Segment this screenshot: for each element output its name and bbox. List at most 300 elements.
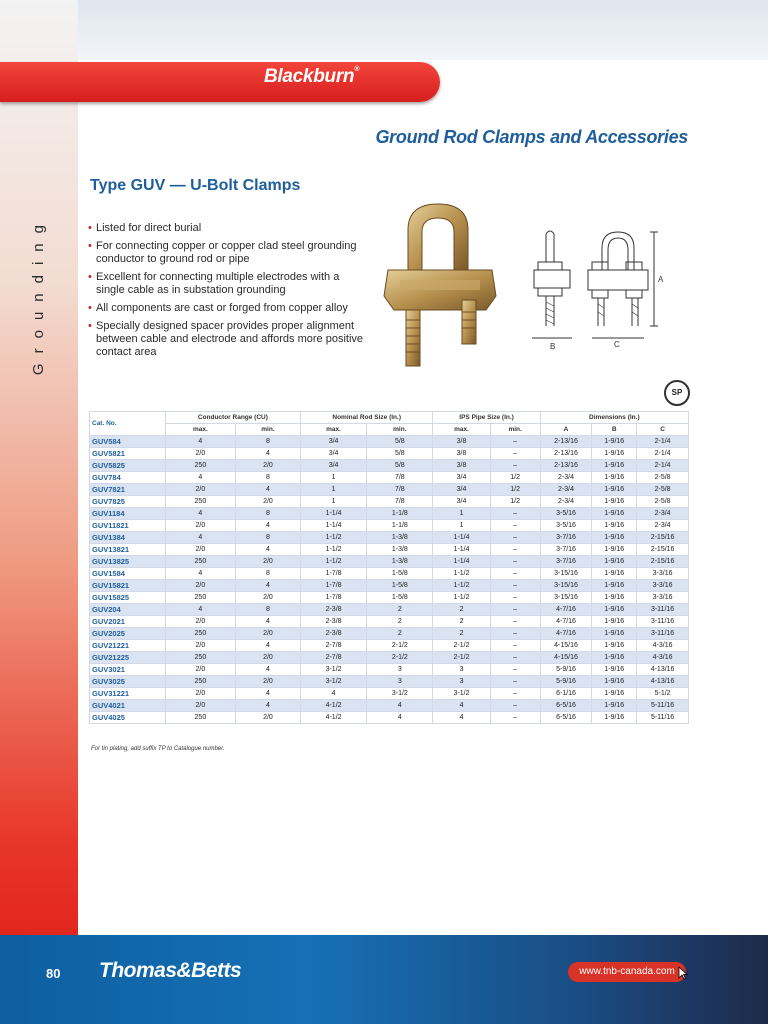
clamp-photo (380, 200, 500, 370)
table-cell: 3/4 (433, 472, 490, 484)
table-row (90, 700, 689, 712)
table-cell: 1-9/16 (592, 556, 637, 568)
table-cell: – (490, 664, 540, 676)
table-cell: 2-3/8 (300, 628, 366, 640)
table-cell: 2/0 (165, 520, 235, 532)
table-cell: 2-15/16 (637, 544, 689, 556)
table-cell: 1-1/2 (300, 532, 366, 544)
catalog-number-cell: GUV7825 (90, 496, 166, 508)
table-cell: 2 (367, 628, 433, 640)
table-cell: 4 (433, 712, 490, 724)
table-cell: 2 (433, 616, 490, 628)
table-cell: 2-7/8 (300, 652, 366, 664)
table-cell: 4 (165, 568, 235, 580)
table-cell: 2/0 (165, 448, 235, 460)
website-link[interactable]: www.tnb-canada.com (568, 962, 686, 982)
table-cell: 1-5/8 (367, 592, 433, 604)
table-cell: 2/0 (235, 628, 300, 640)
table-cell: 3-15/16 (540, 592, 592, 604)
table-cell: 4-7/16 (540, 604, 592, 616)
table-cell: 8 (235, 568, 300, 580)
table-row (90, 712, 689, 724)
table-cell: 1-1/2 (433, 580, 490, 592)
table-cell: 3/4 (300, 436, 366, 448)
table-cell: 1-1/2 (433, 568, 490, 580)
table-row (90, 436, 689, 448)
table-cell: 3/8 (433, 460, 490, 472)
table-cell: – (490, 652, 540, 664)
product-subheading: Type GUV — U-Bolt Clamps (90, 177, 301, 194)
table-cell: 1-7/8 (300, 580, 366, 592)
table-cell: 4 (235, 616, 300, 628)
table-cell: 5/8 (367, 436, 433, 448)
table-cell: – (490, 712, 540, 724)
catalog-number-cell: GUV1384 (90, 532, 166, 544)
table-row (90, 520, 689, 532)
table-cell: 2 (433, 604, 490, 616)
table-cell: 4-13/16 (637, 664, 689, 676)
table-cell: 8 (235, 508, 300, 520)
table-cell: 2-7/8 (300, 640, 366, 652)
svg-text:C: C (614, 340, 620, 349)
table-row (90, 628, 689, 640)
table-cell: – (490, 556, 540, 568)
table-cell: 2-1/4 (637, 436, 689, 448)
table-cell: 2-13/16 (540, 436, 592, 448)
table-cell: 4 (235, 484, 300, 496)
table-cell: 2-1/2 (367, 640, 433, 652)
table-cell: 2 (367, 604, 433, 616)
table-cell: 1-9/16 (592, 616, 637, 628)
table-cell: 2-3/4 (637, 520, 689, 532)
table-cell: 250 (165, 592, 235, 604)
catalog-number-cell: GUV15825 (90, 592, 166, 604)
table-cell: 2-15/16 (637, 532, 689, 544)
table-cell: 6-1/16 (540, 688, 592, 700)
table-cell: 4-7/16 (540, 616, 592, 628)
table-cell: – (490, 508, 540, 520)
table-cell: – (490, 436, 540, 448)
table-cell: 1-9/16 (592, 448, 637, 460)
table-cell: 5-1/2 (637, 688, 689, 700)
table-cell: 3-1/2 (433, 688, 490, 700)
table-row (90, 616, 689, 628)
table-cell: 1 (300, 496, 366, 508)
catalog-number-cell: GUV21221 (90, 640, 166, 652)
table-cell: 3 (433, 676, 490, 688)
table-cell: 3-5/16 (540, 520, 592, 532)
subheader: max. (300, 424, 366, 436)
table-cell: 4 (165, 436, 235, 448)
table-row (90, 544, 689, 556)
brand-bar (0, 62, 440, 102)
table-cell: 4 (165, 472, 235, 484)
table-cell: 5-9/16 (540, 664, 592, 676)
svg-text:B: B (550, 342, 556, 351)
table-cell: 5/8 (367, 460, 433, 472)
catalog-number-cell: GUV31221 (90, 688, 166, 700)
table-cell: 5/8 (367, 448, 433, 460)
catalog-number-cell: GUV3021 (90, 664, 166, 676)
table-cell: 2/0 (235, 712, 300, 724)
feature-item: • Specially designed spacer provides proper alignment between cable and electrode and affords more positive contact area (88, 320, 368, 359)
table-cell: 6-5/16 (540, 712, 592, 724)
table-cell: 2/0 (235, 496, 300, 508)
table-cell: 3-1/2 (300, 664, 366, 676)
table-cell: – (490, 592, 540, 604)
catalog-number-cell: GUV784 (90, 472, 166, 484)
table-cell: 250 (165, 460, 235, 472)
catalog-number-cell: GUV15821 (90, 580, 166, 592)
table-cell: 1-1/4 (433, 556, 490, 568)
table-cell: 4-7/16 (540, 628, 592, 640)
table-cell: 4 (235, 700, 300, 712)
catalog-number-cell: GUV204 (90, 604, 166, 616)
table-cell: 1-9/16 (592, 652, 637, 664)
table-cell: 2-3/4 (540, 484, 592, 496)
table-cell: 3-1/2 (300, 676, 366, 688)
catalog-number-cell: GUV5825 (90, 460, 166, 472)
catalog-number-cell: GUV11821 (90, 520, 166, 532)
table-cell: 1-5/8 (367, 580, 433, 592)
table-cell: 2-3/4 (637, 508, 689, 520)
table-cell: 1-7/8 (300, 592, 366, 604)
table-cell: 2/0 (165, 544, 235, 556)
table-cell: – (490, 460, 540, 472)
table-cell: 4-3/16 (637, 640, 689, 652)
table-row (90, 580, 689, 592)
table-cell: 1 (300, 472, 366, 484)
table-cell: 3-15/16 (540, 580, 592, 592)
catalog-number-cell: GUV4021 (90, 700, 166, 712)
table-cell: 1/2 (490, 484, 540, 496)
feature-item: • All components are cast or forged from copper alloy (88, 302, 368, 315)
table-cell: 2/0 (235, 652, 300, 664)
subheader: min. (367, 424, 433, 436)
table-cell: 4 (235, 544, 300, 556)
table-cell: 2-1/2 (433, 652, 490, 664)
catalog-number-cell: GUV584 (90, 436, 166, 448)
table-cell: 2-5/8 (637, 484, 689, 496)
table-cell: 1-9/16 (592, 688, 637, 700)
table-cell: 3/4 (433, 496, 490, 508)
table-row (90, 664, 689, 676)
table-cell: 4 (235, 688, 300, 700)
catalog-number-cell: GUV13821 (90, 544, 166, 556)
catalog-number-cell: GUV3025 (90, 676, 166, 688)
catalog-number-cell: GUV7821 (90, 484, 166, 496)
table-cell: 2 (367, 616, 433, 628)
table-cell: 1-3/8 (367, 556, 433, 568)
table-cell: 1-9/16 (592, 436, 637, 448)
table-cell: 1-1/8 (367, 508, 433, 520)
table-cell: 250 (165, 652, 235, 664)
table-cell: 1-3/8 (367, 532, 433, 544)
table-row (90, 676, 689, 688)
table-row (90, 568, 689, 580)
table-cell: – (490, 640, 540, 652)
table-cell: 3-5/16 (540, 508, 592, 520)
table-cell: – (490, 700, 540, 712)
feature-item: • Excellent for connecting multiple electrodes with a single cable as in substation grounding (88, 271, 368, 297)
table-cell: 3-11/16 (637, 616, 689, 628)
table-cell: 1-1/8 (367, 520, 433, 532)
table-cell: 1/2 (490, 472, 540, 484)
group-header: Conductor Range (CU) (165, 412, 300, 424)
feature-item: • Listed for direct burial (88, 222, 368, 235)
table-cell: 4 (165, 508, 235, 520)
table-cell: 2/0 (165, 664, 235, 676)
table-cell: 3-7/16 (540, 532, 592, 544)
table-cell: 1-7/8 (300, 568, 366, 580)
table-cell: 5-11/16 (637, 712, 689, 724)
csa-certification-icon: SP (664, 380, 690, 406)
table-cell: 4 (367, 712, 433, 724)
table-row (90, 460, 689, 472)
table-cell: 1-9/16 (592, 712, 637, 724)
page-number: 80 (46, 966, 61, 981)
table-cell: 2-13/16 (540, 448, 592, 460)
table-row (90, 496, 689, 508)
table-cell: 1-1/4 (433, 544, 490, 556)
group-header: Nominal Rod Size (In.) (300, 412, 433, 424)
thomas-betts-logo: Thomas&Betts (99, 959, 242, 982)
spec-table (89, 411, 689, 724)
table-row (90, 532, 689, 544)
table-cell: 2/0 (235, 592, 300, 604)
table-cell: 4 (235, 520, 300, 532)
pointer-cursor-icon (678, 966, 688, 980)
table-cell: 8 (235, 532, 300, 544)
table-cell: 1-1/4 (433, 532, 490, 544)
table-cell: 7/8 (367, 484, 433, 496)
table-cell: 3-15/16 (540, 568, 592, 580)
table-cell: 1-9/16 (592, 484, 637, 496)
table-cell: 1 (300, 484, 366, 496)
table-cell: 3/4 (300, 460, 366, 472)
catalog-number-cell: GUV2021 (90, 616, 166, 628)
table-cell: 4 (235, 640, 300, 652)
table-row (90, 592, 689, 604)
brand-logo: Blackburn® (264, 66, 360, 87)
table-cell: 1-5/8 (367, 568, 433, 580)
table-cell: 250 (165, 712, 235, 724)
table-cell: 8 (235, 604, 300, 616)
table-cell: 4 (300, 688, 366, 700)
table-cell: 2/0 (165, 484, 235, 496)
table-cell: 1-9/16 (592, 508, 637, 520)
table-cell: 7/8 (367, 472, 433, 484)
table-cell: 1-9/16 (592, 604, 637, 616)
table-cell: 3/8 (433, 448, 490, 460)
table-cell: 8 (235, 472, 300, 484)
cat-no-header: Cat. No. (90, 412, 166, 436)
page-heading: Ground Rod Clamps and Accessories (375, 127, 688, 147)
table-cell: 4-3/16 (637, 652, 689, 664)
catalog-number-cell: GUV5821 (90, 448, 166, 460)
table-cell: 1 (433, 520, 490, 532)
subheader: C (637, 424, 689, 436)
table-cell: 1-9/16 (592, 664, 637, 676)
table-cell: 2-3/8 (300, 604, 366, 616)
table-cell: – (490, 676, 540, 688)
table-row (90, 472, 689, 484)
table-cell: 2-1/2 (433, 640, 490, 652)
table-cell: 1-9/16 (592, 532, 637, 544)
catalog-number-cell: GUV13825 (90, 556, 166, 568)
table-cell: 2-5/8 (637, 472, 689, 484)
table-cell: 1-1/2 (433, 592, 490, 604)
table-cell: 2-5/8 (637, 496, 689, 508)
table-cell: 4 (165, 532, 235, 544)
table-cell: 3 (433, 664, 490, 676)
subheader: max. (433, 424, 490, 436)
table-cell: 1/2 (490, 496, 540, 508)
table-cell: 3/4 (300, 448, 366, 460)
table-row (90, 652, 689, 664)
table-cell: 3-11/16 (637, 604, 689, 616)
table-row (90, 508, 689, 520)
table-cell: 2/0 (165, 700, 235, 712)
table-cell: 1-9/16 (592, 592, 637, 604)
subheader: min. (235, 424, 300, 436)
table-cell: 5-11/16 (637, 700, 689, 712)
table-cell: – (490, 520, 540, 532)
table-cell: 4 (235, 664, 300, 676)
catalog-number-cell: GUV21225 (90, 652, 166, 664)
table-cell: 3-3/16 (637, 580, 689, 592)
table-cell: 3/4 (433, 484, 490, 496)
table-cell: 3-3/16 (637, 592, 689, 604)
table-cell: – (490, 604, 540, 616)
table-cell: – (490, 688, 540, 700)
catalog-number-cell: GUV4025 (90, 712, 166, 724)
table-cell: – (490, 568, 540, 580)
table-cell: – (490, 448, 540, 460)
table-row (90, 484, 689, 496)
table-cell: 2-3/4 (540, 472, 592, 484)
table-cell: 2-1/4 (637, 460, 689, 472)
table-footnote: For tin plating, add suffix TP to Catalogue number. (91, 746, 225, 752)
table-cell: 2 (433, 628, 490, 640)
table-cell: 2/0 (165, 688, 235, 700)
table-cell: 2/0 (235, 676, 300, 688)
table-cell: 2-13/16 (540, 460, 592, 472)
table-cell: 7/8 (367, 496, 433, 508)
subheader: min. (490, 424, 540, 436)
table-row (90, 556, 689, 568)
table-cell: 1 (433, 508, 490, 520)
table-cell: 2-15/16 (637, 556, 689, 568)
table-row (90, 604, 689, 616)
table-cell: – (490, 580, 540, 592)
table-cell: 1-9/16 (592, 520, 637, 532)
subheader: B (592, 424, 637, 436)
subheader: max. (165, 424, 235, 436)
table-cell: 4 (433, 700, 490, 712)
table-cell: 1-9/16 (592, 460, 637, 472)
table-cell: 1-1/2 (300, 544, 366, 556)
table-cell: 1-9/16 (592, 496, 637, 508)
table-cell: 3 (367, 676, 433, 688)
table-cell: 3 (367, 664, 433, 676)
clamp-dimension-drawing (528, 222, 686, 358)
group-header: Dimensions (In.) (540, 412, 688, 424)
table-cell: 3-3/16 (637, 568, 689, 580)
table-cell: 2-1/4 (637, 448, 689, 460)
table-cell: 1-9/16 (592, 700, 637, 712)
table-cell: 5-9/16 (540, 676, 592, 688)
table-cell: 2-3/8 (300, 616, 366, 628)
table-cell: 250 (165, 496, 235, 508)
table-cell: 1-9/16 (592, 580, 637, 592)
table-cell: – (490, 628, 540, 640)
table-cell: 3/8 (433, 436, 490, 448)
table-cell: – (490, 532, 540, 544)
table-row (90, 640, 689, 652)
table-cell: 2/0 (235, 460, 300, 472)
table-cell: 3-1/2 (367, 688, 433, 700)
feature-item: • For connecting copper or copper clad steel grounding conductor to ground rod or pipe (88, 240, 368, 266)
table-cell: 4-1/2 (300, 700, 366, 712)
catalog-number-cell: GUV2025 (90, 628, 166, 640)
table-cell: 1-1/4 (300, 508, 366, 520)
table-cell: 4 (235, 448, 300, 460)
table-cell: 250 (165, 556, 235, 568)
catalog-number-cell: GUV1584 (90, 568, 166, 580)
table-cell: – (490, 616, 540, 628)
left-color-band (0, 0, 78, 935)
table-cell: 4-15/16 (540, 652, 592, 664)
table-cell: 1-9/16 (592, 544, 637, 556)
table-cell: 2/0 (165, 580, 235, 592)
table-cell: – (490, 544, 540, 556)
table-cell: 1-9/16 (592, 472, 637, 484)
catalog-number-cell: GUV1184 (90, 508, 166, 520)
table-cell: 2-1/2 (367, 652, 433, 664)
table-cell: 3-11/16 (637, 628, 689, 640)
feature-list (88, 222, 368, 364)
subheader: A (540, 424, 592, 436)
table-cell: 4 (367, 700, 433, 712)
table-cell: 4 (165, 604, 235, 616)
table-cell: 1-9/16 (592, 568, 637, 580)
table-cell: 1-1/2 (300, 556, 366, 568)
table-cell: 3-7/16 (540, 556, 592, 568)
table-cell: 4-1/2 (300, 712, 366, 724)
table-cell: 6-5/16 (540, 700, 592, 712)
table-row (90, 688, 689, 700)
table-cell: 2-3/4 (540, 496, 592, 508)
table-cell: 4-15/16 (540, 640, 592, 652)
table-cell: 4 (235, 580, 300, 592)
table-cell: 2/0 (165, 640, 235, 652)
table-cell: 1-9/16 (592, 628, 637, 640)
table-cell: 1-9/16 (592, 676, 637, 688)
table-cell: 250 (165, 628, 235, 640)
table-cell: 250 (165, 676, 235, 688)
svg-text:A: A (658, 275, 664, 284)
section-label: Grounding (30, 215, 47, 376)
table-cell: 4-13/16 (637, 676, 689, 688)
table-cell: 1-9/16 (592, 640, 637, 652)
table-cell: 2/0 (235, 556, 300, 568)
table-cell: 3-7/16 (540, 544, 592, 556)
table-cell: 8 (235, 436, 300, 448)
top-gradient (0, 0, 768, 60)
group-header: IPS Pipe Size (In.) (433, 412, 540, 424)
table-row (90, 448, 689, 460)
